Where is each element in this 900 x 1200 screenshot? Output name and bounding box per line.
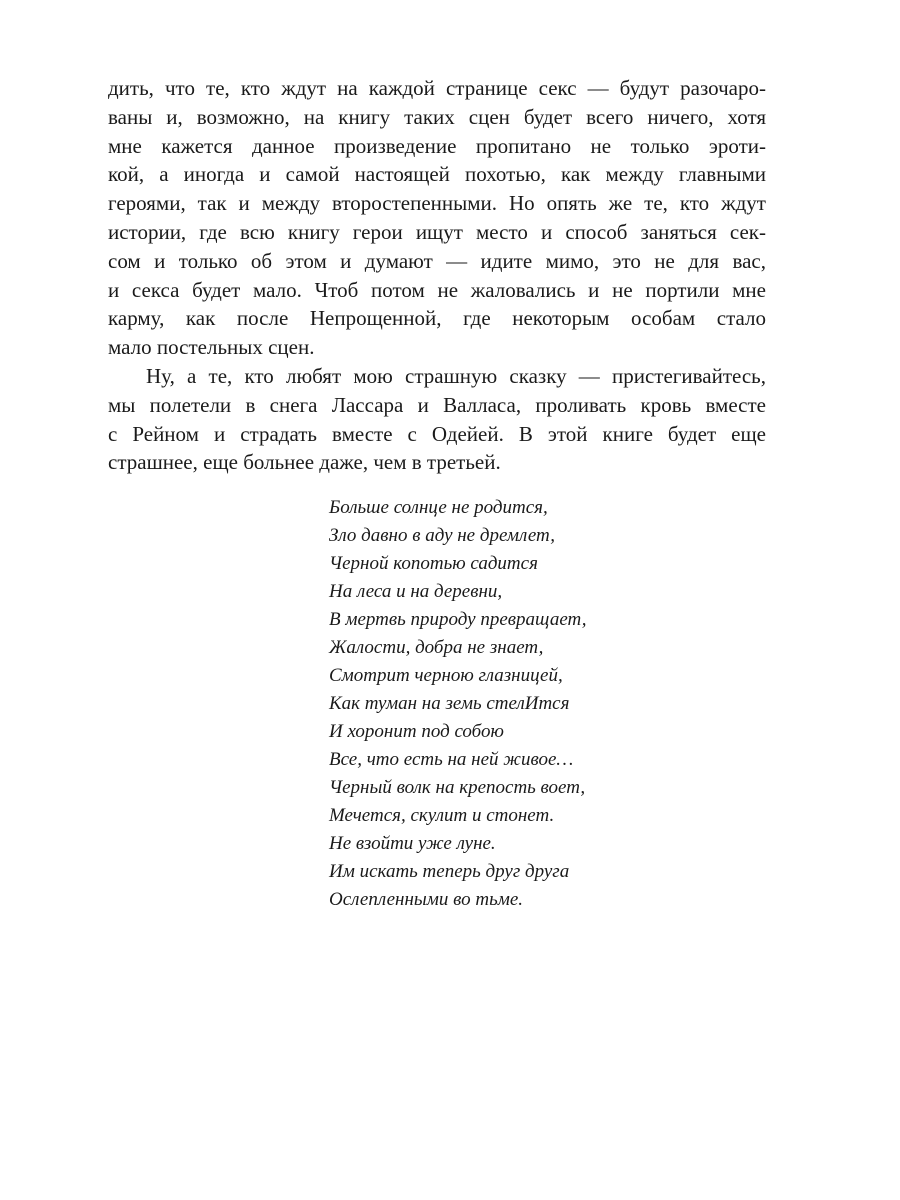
poem-line: Смотрит черною глазницей, [329,665,563,686]
text-line: с Рейном и страдать вместе с Одейей. В этой книге будет еще [108,421,766,446]
text-line: истории, где всю книгу герои ищут место и способ заняться сек- [108,219,766,244]
poem-line: Зло давно в аду не дремлет, [329,525,555,546]
text-line: Ну, а те, кто любят мою страшную сказку — пристегивайтесь, [146,363,766,388]
poem-line: Ослепленными во тьме. [329,889,524,910]
poem-line: В мертвь природу превращает, [329,609,587,630]
poem-line: Все, что есть на ней живое… [329,749,574,770]
text-line: ваны и, возможно, на книгу таких сцен будет всего ничего, хотя [108,104,766,129]
poem-epigraph [329,494,749,914]
prose-text [108,74,766,477]
text-line: мы полетели в снега Лассара и Валласа, проливать кровь вместе [108,392,766,417]
text-line: и секса будет мало. Чтоб потом не жаловались и не портили мне [108,277,766,302]
text-line: мне кажется данное произведение пропитано не только эроти- [108,133,766,158]
poem-line: Им искать теперь друг друга [329,861,570,882]
paragraph-2 [108,362,766,477]
text-line: кой, а иногда и самой настоящей похотью, как между главными [108,162,766,187]
poem-line: Черный волк на крепость воет, [329,777,586,798]
poem-line: На леса и на деревни, [329,581,503,602]
poem-line: Черной копотью садится [329,553,538,574]
paragraph-1 [108,74,766,362]
poem-line: Как туман на земь стелИтся [329,693,570,714]
text-line: героями, так и между второстепенными. Но опять же те, кто ждут [108,191,766,216]
poem-line: И хоронит под собою [329,721,504,742]
poem-line: Мечется, скулит и стонет. [329,805,555,826]
text-line: страшнее, еще больнее даже, чем в третьей. [108,450,501,475]
text-line: дить, что те, кто ждут на каждой странице секс — будут разочаро- [108,76,766,100]
poem-line: Жалости, добра не знает, [329,637,544,658]
text-line: сом и только об этом и думают — идите мимо, это не для вас, [108,248,766,273]
poem-line: Больше солнце не родится, [329,497,548,518]
text-line: карму, как после Непрощенной, где некоторым особам стало [108,306,766,331]
poem-line: Не взойти уже луне. [329,833,496,854]
text-line: мало постельных сцен. [108,335,315,360]
